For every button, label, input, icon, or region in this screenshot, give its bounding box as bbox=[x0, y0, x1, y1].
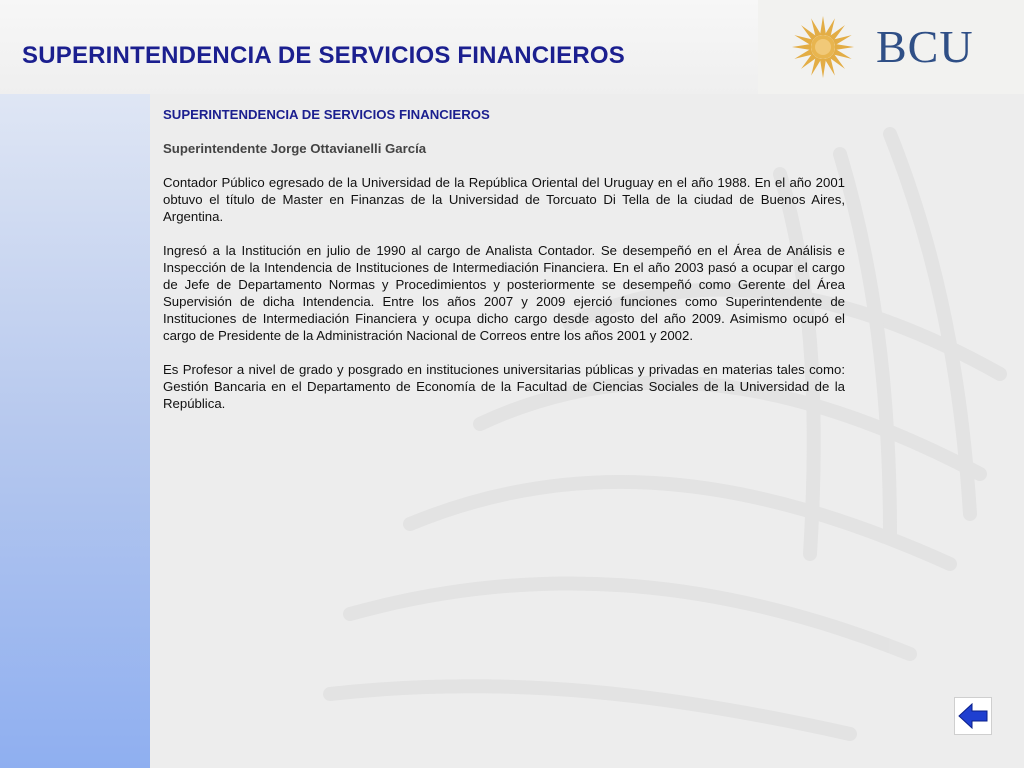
bio-paragraph: Es Profesor a nivel de grado y posgrado en instituciones universitarias públicas y privadas en materias tales como: Gestión Bancaria en el Departamento de Economía de la Facultad de Ciencias Sociales de la Universidad de la República. bbox=[163, 362, 845, 411]
section-title: SUPERINTENDENCIA DE SERVICIOS FINANCIEROS bbox=[163, 107, 490, 122]
content-text bbox=[163, 106, 845, 429]
back-arrow-icon bbox=[958, 703, 988, 729]
sun-icon bbox=[790, 14, 856, 80]
bio-paragraph: Contador Público egresado de la Universidad de la República Oriental del Uruguay en el año 1988. En el año 2001 obtuvo el título de Master en Finanzas de la Universidad de Torcuato Di Tella de la ciudad de Buenos Aires, Argentina. bbox=[163, 175, 845, 224]
person-name: Superintendente Jorge Ottavianelli García bbox=[163, 141, 427, 156]
bio-paragraph: Ingresó a la Institución en julio de 1990 al cargo de Analista Contador. Se desempeñó en el Área de Análisis e Inspección de la Intendencia de Instituciones de Intermediación Financiera. En el año 2003 pasó a ocupar el cargo de Jefe de Departamento Normas y Procedimientos y posteriormente se desempeñó como Gerente del Área Supervisión de dicha Intendencia. Entre los años 2007 y 2009 ejerció funciones como Superintendente de Instituciones de Intermediación Financiera y ocupa dicho cargo desde agosto del año 2009. Asimismo ocupó el cargo de Presidente de la Administración Nacional de Correos entre los años 2001 y 2002. bbox=[163, 243, 845, 343]
logo-text: BCU bbox=[876, 21, 974, 72]
back-button[interactable] bbox=[954, 697, 992, 735]
sidebar-gradient bbox=[0, 94, 150, 768]
page-title: SUPERINTENDENCIA DE SERVICIOS FINANCIEROS bbox=[22, 42, 625, 69]
